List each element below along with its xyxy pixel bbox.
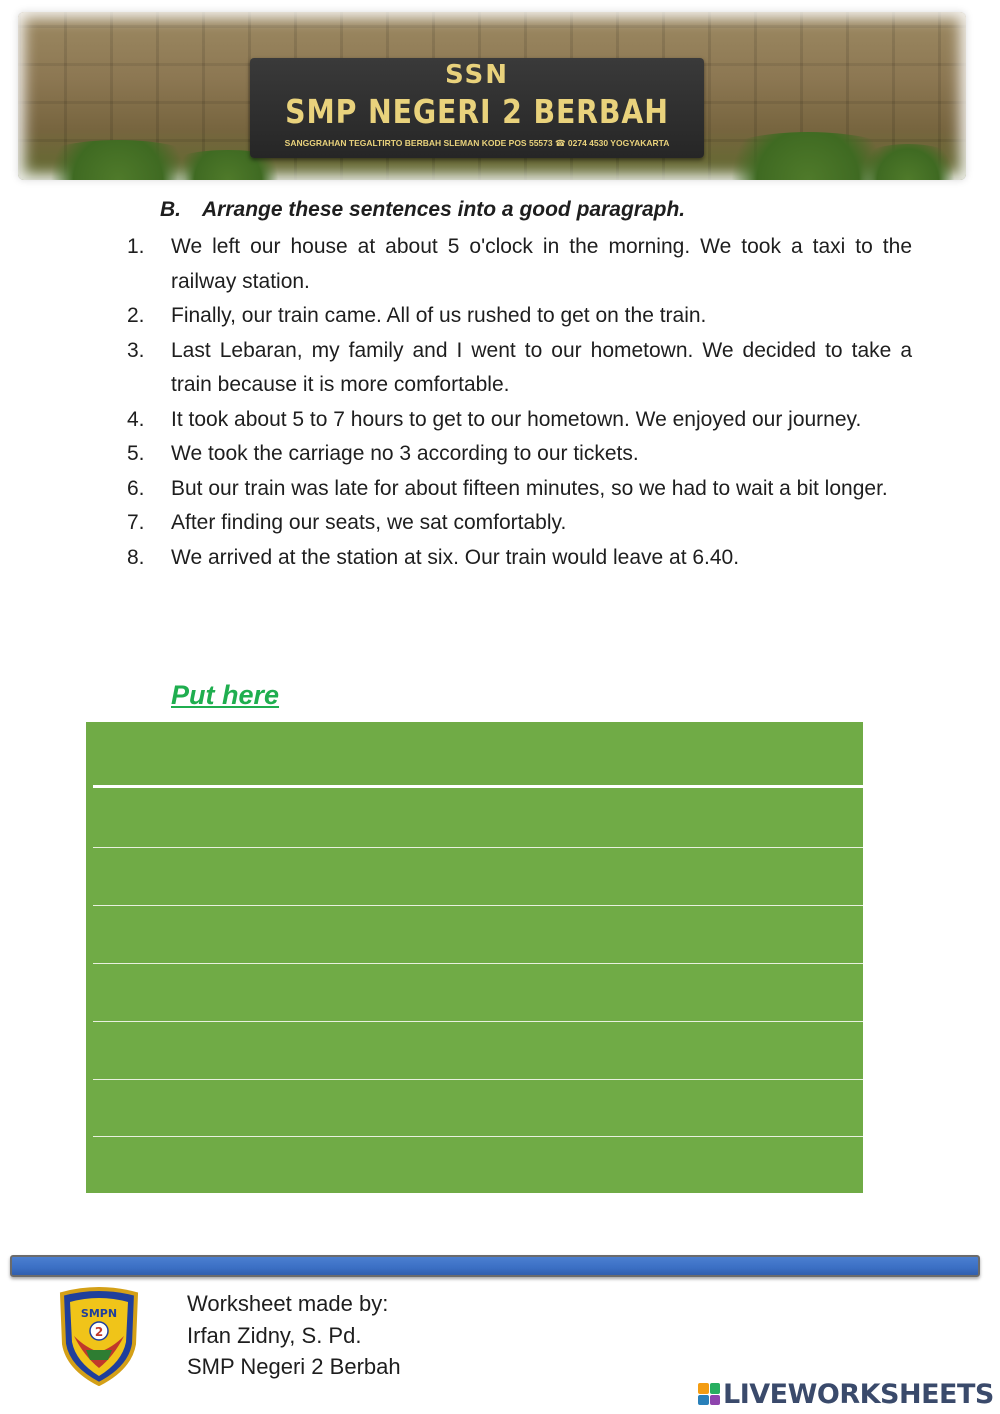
worksheet-credits (187, 1288, 401, 1383)
sign-top-text: SSN (444, 60, 510, 90)
logo-number: 2 (94, 1325, 104, 1339)
credit-line: Worksheet made by: (187, 1291, 389, 1316)
answer-divider (93, 847, 863, 848)
item-text: After finding our seats, we sat comfortably. (171, 511, 567, 534)
list-item (127, 230, 912, 299)
list-item (127, 541, 912, 576)
school-banner-photo (18, 12, 966, 180)
liveworksheets-wordmark: LIVEWORKSHEETS (723, 1378, 994, 1410)
exercise-instruction: Arrange these sentences into a good paragraph. (202, 198, 686, 221)
sign-address: SANGGRAHAN TEGALTIRTO BERBAH SLEMAN KODE POS 55573 ☎ 0274 4530 YOGYAKARTA (284, 138, 670, 148)
answer-divider (93, 963, 863, 964)
liveworksheets-logo-icon (698, 1383, 720, 1405)
exercise-letter: B. (160, 198, 181, 221)
item-text: Last Lebaran, my family and I went to our hometown. We decided to take a train because it is more comfortable. (171, 338, 912, 396)
item-number: 3. (127, 338, 145, 362)
answer-divider (93, 1021, 863, 1022)
credit-school: SMP Negeri 2 Berbah (187, 1354, 401, 1379)
answer-divider (93, 1079, 863, 1080)
item-number: 1. (127, 235, 145, 258)
school-sign (250, 58, 704, 158)
item-text: It took about 5 to 7 hours to get to our hometown. We enjoyed our journey. (171, 407, 862, 431)
list-item (127, 299, 912, 334)
item-text: We left our house at about 5 o'clock in the morning. We took a taxi to the railway station. (171, 235, 912, 293)
item-number: 5. (127, 442, 145, 465)
sentence-list (127, 230, 912, 575)
answer-divider (93, 905, 863, 906)
liveworksheets-brand[interactable] (698, 1378, 994, 1410)
item-text: But our train was late for about fifteen minutes, so we had to wait a bit longer. (171, 476, 888, 500)
item-number: 6. (127, 476, 145, 500)
item-text: Finally, our train came. All of us rushed to get on the train. (171, 304, 707, 327)
school-logo-icon (56, 1286, 142, 1386)
put-here-label: Put here (171, 680, 280, 710)
item-number: 8. (127, 545, 145, 569)
item-text: We arrived at the station at six. Our train would leave at 6.40. (171, 545, 740, 569)
item-number: 2. (127, 304, 145, 327)
answer-divider (93, 785, 863, 788)
exercise-heading (160, 198, 685, 222)
credit-author: Irfan Zidny, S. Pd. (187, 1322, 362, 1348)
item-text: We took the carriage no 3 according to our tickets. (171, 442, 639, 465)
list-item (127, 403, 912, 438)
list-item (127, 472, 912, 507)
footer-divider-bar (10, 1255, 980, 1277)
item-number: 4. (127, 407, 145, 431)
list-item (127, 334, 912, 403)
answer-drop-area[interactable] (86, 722, 863, 1193)
sign-school-name: SMP NEGERI 2 BERBAH (285, 92, 669, 131)
list-item (127, 437, 912, 472)
list-item (127, 506, 912, 541)
item-number: 7. (127, 511, 145, 534)
logo-text: SMPN (80, 1307, 118, 1320)
answer-divider (93, 1136, 863, 1137)
